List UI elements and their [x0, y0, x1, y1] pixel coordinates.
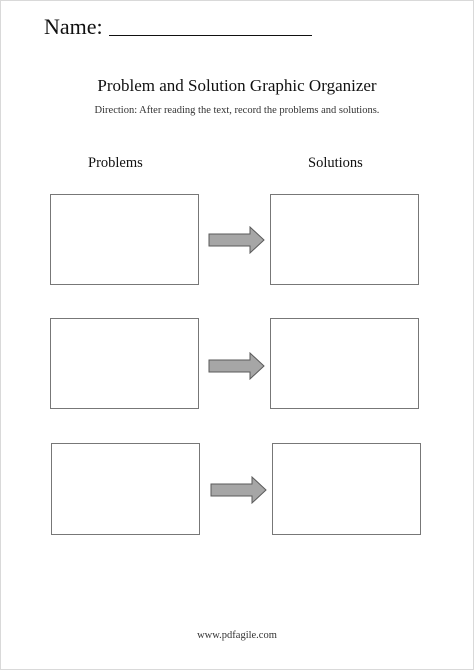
arrow-right-icon — [208, 352, 266, 380]
page-title: Problem and Solution Graphic Organizer — [97, 76, 377, 95]
arrow-right-icon — [208, 226, 266, 254]
problem-box-1 — [50, 194, 199, 285]
name-label: Name: — [44, 14, 103, 39]
problem-box-3 — [51, 443, 200, 535]
solutions-column-header: Solutions — [308, 155, 363, 171]
footer-url: www.pdfagile.com — [197, 630, 277, 641]
problems-column-header: Problems — [88, 155, 143, 171]
name-row — [44, 14, 312, 40]
arrow-right-icon — [210, 476, 268, 504]
name-write-line — [109, 35, 312, 36]
solution-box-3 — [272, 443, 421, 535]
solution-box-1 — [270, 194, 419, 285]
solution-box-2 — [270, 318, 419, 409]
problem-box-2 — [50, 318, 199, 409]
direction-text: Direction: After reading the text, record the problems and solutions. — [94, 105, 380, 116]
